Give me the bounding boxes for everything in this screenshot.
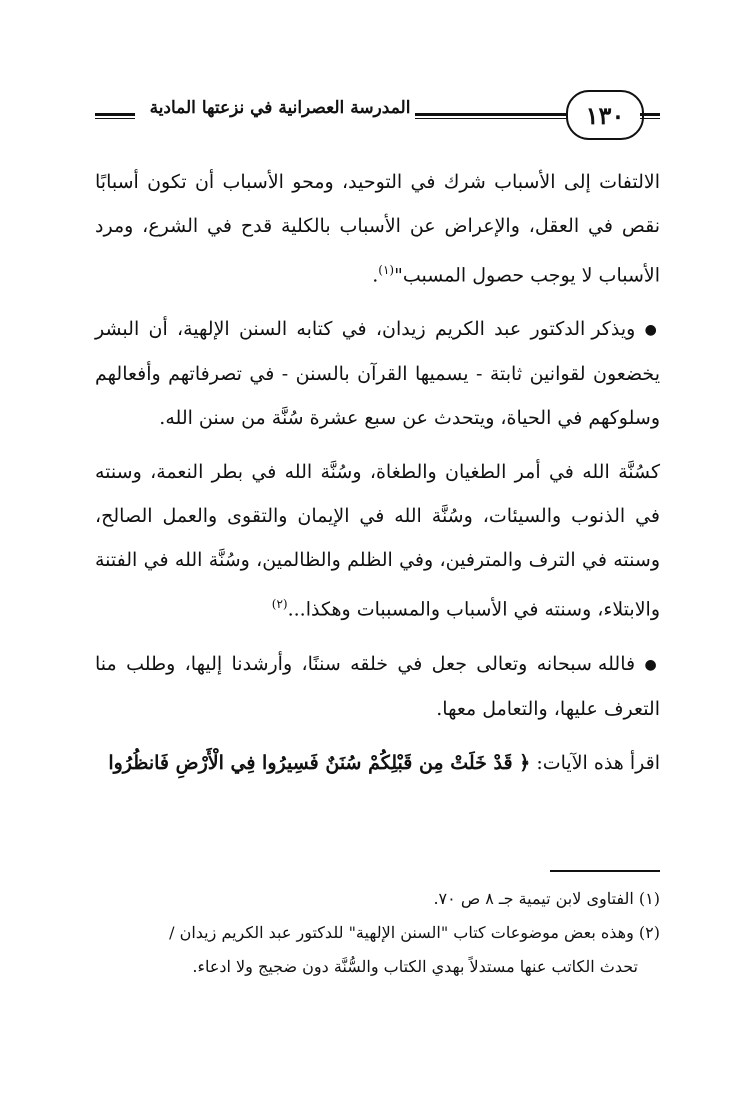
footnote-2-line-1: (٢) وهذه بعض موضوعات كتاب "السنن الإلهية" للدكتور عبد الكريم زيدان / (169, 923, 660, 942)
paragraph-1-text: الالتفات إلى الأسباب شرك في التوحيد، ومحو الأسباب أن تكون أسبابًا نقص في العقل، والإعراض عن الأسباب بالكلية قدح في الشرع، ومرد الأسباب لا يوجب حصول المسبب" (95, 171, 660, 287)
paragraph-3-text: كسُنَّة الله في أمر الطغيان والطغاة، وسُنَّة الله في بطر النعمة، وسنته في الذنوب والسيئات، وسُنَّة الله في الإيمان والتقوى والعمل الصالح، وسنته في الترف والمترفين، وفي الظلم والظالمين، وسُنَّة الله في الفتنة والابتلاء، وسنته في الأسباب والمسببات وهكذا... (95, 461, 660, 621)
header-rule-left (95, 113, 135, 119)
footnote-ref-1[interactable]: (١) (378, 263, 395, 277)
paragraph-2-text: ويذكر الدكتور عبد الكريم زيدان، في كتابه السنن الإلهية، أن البشر يخضعون لقوانين ثابتة - يسميها القرآن بالسنن - في تصرفاتهم وأفعالهم وسلوكهم في الحياة، ويتحدث عن سبع عشرة سُنَّة من سنن الله. (95, 318, 660, 430)
paragraph-5 (95, 741, 660, 785)
header-rule-middle (415, 113, 570, 119)
running-title: المدرسة العصرانية في نزعتها المادية (149, 98, 411, 118)
paragraph-2 (95, 307, 660, 440)
main-text (95, 160, 660, 785)
footnote-separator (550, 870, 660, 872)
bullet-icon: ● (644, 656, 660, 673)
footnote-ref-2[interactable]: (٢) (271, 597, 288, 612)
paragraph-5-lead: اقرأ هذه الآيات: (536, 751, 660, 774)
paragraph-1 (95, 160, 660, 297)
page-header (95, 88, 660, 148)
header-rule-right (640, 113, 660, 119)
quran-verse: ﴿ قَدْ خَلَتْ مِن قَبْلِكُمْ سُنَنٌ فَسِيرُوا فِي الْأَرْضِ فَانظُرُوا (108, 751, 531, 774)
paragraph-1-end: . (372, 264, 379, 287)
footnotes (95, 882, 660, 984)
paragraph-4 (95, 642, 660, 731)
bullet-icon: ● (644, 322, 660, 339)
paragraph-3 (95, 450, 660, 631)
paragraph-4-text: فالله سبحانه وتعالى جعل في خلقه سننًا، وأرشدنا إليها، وطلب منا التعرف عليها، والتعامل معها. (95, 652, 660, 720)
footnote-2-line-2: تحدث الكاتب عنها مستدلاً بهدي الكتاب والسُّنَّة دون ضجيج ولا ادعاء. (192, 957, 638, 976)
page-number: ١٣٠ (566, 90, 644, 140)
footnote-1: (١) الفتاوى لابن تيمية جـ ٨ ص ٧٠. (433, 889, 660, 908)
